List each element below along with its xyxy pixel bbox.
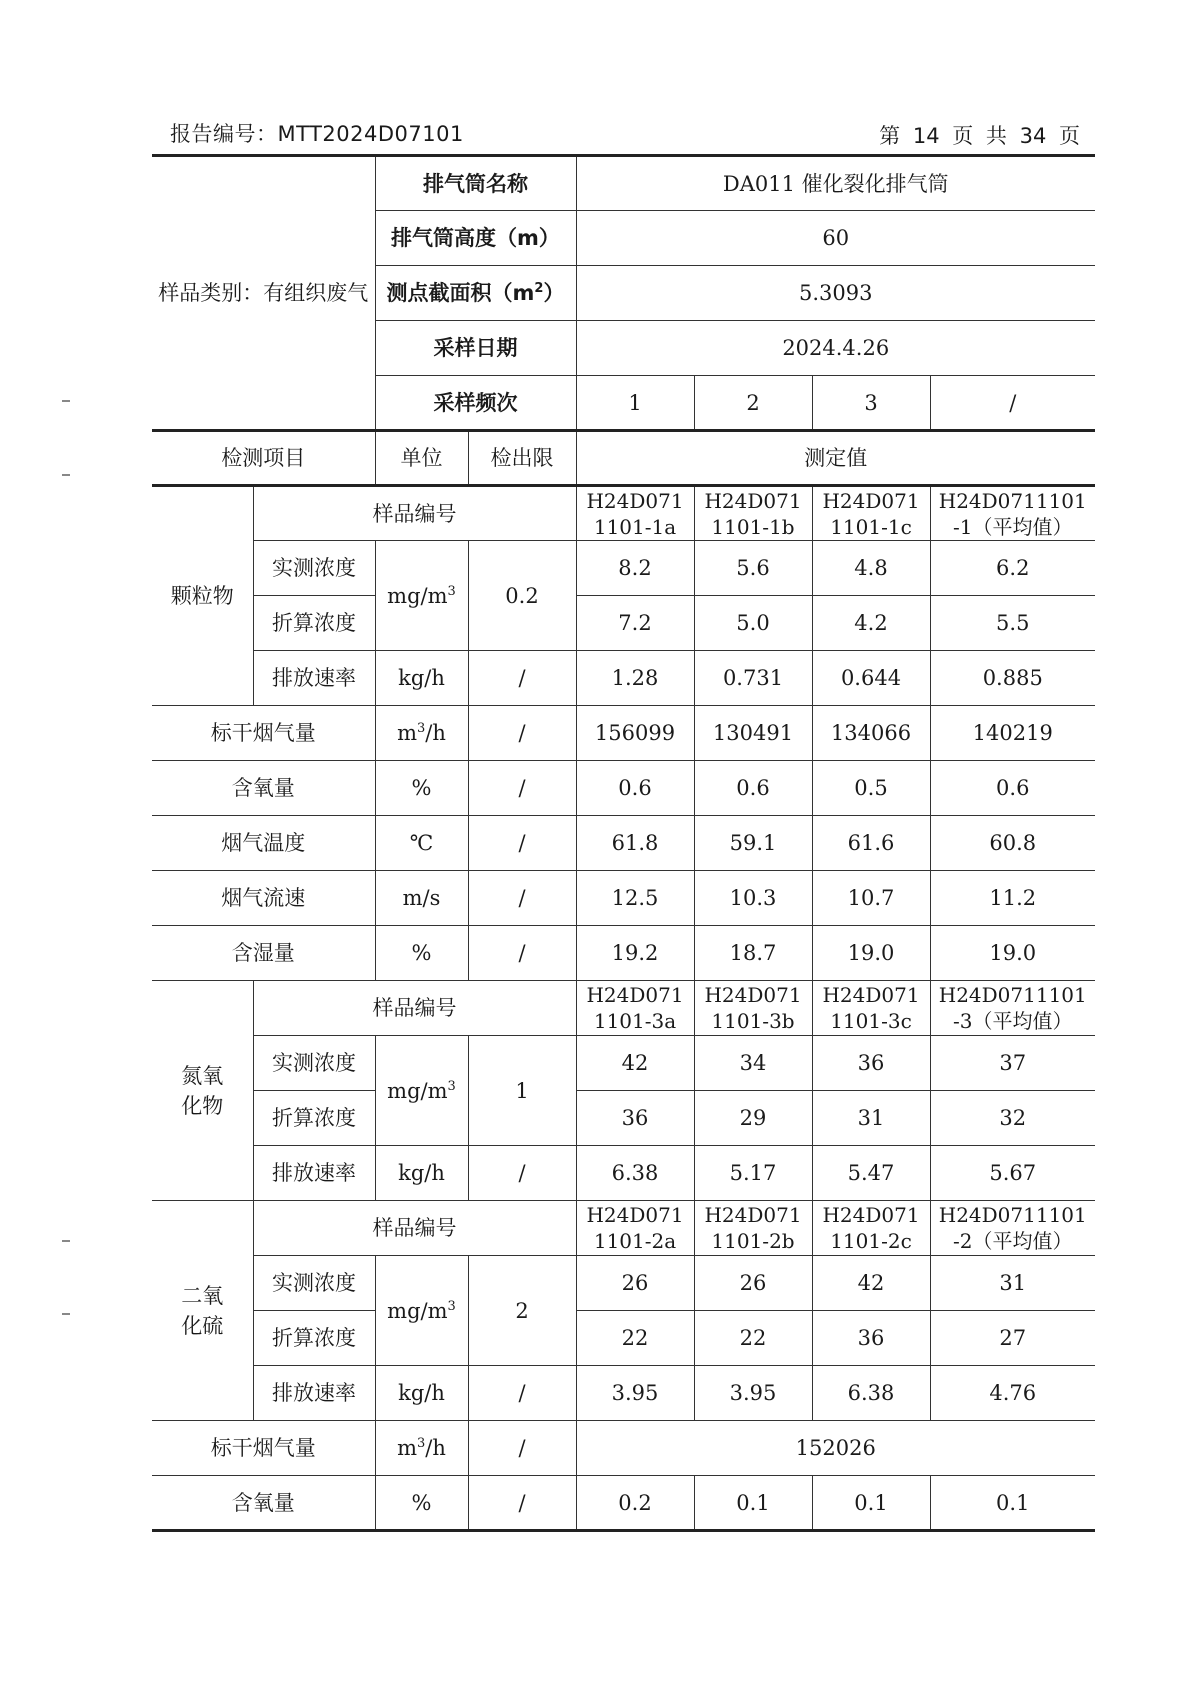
tail-oxygen-value: 0.1	[930, 1476, 1095, 1531]
general-value: 0.6	[930, 761, 1095, 816]
nox-converted-2: 29	[694, 1091, 812, 1146]
general-name: 含氧量	[152, 761, 375, 816]
general-value: 11.2	[930, 871, 1095, 926]
so2-limit: 2	[468, 1256, 576, 1366]
freq-3: 3	[812, 376, 930, 431]
tail-oxygen-limit: /	[468, 1476, 576, 1531]
general-unit: m/s	[375, 871, 468, 926]
so2-rate-avg: 4.76	[930, 1366, 1095, 1421]
general-value: 61.6	[812, 816, 930, 871]
stack-height: 60	[576, 211, 1095, 266]
general-value: 61.8	[576, 816, 694, 871]
particulate-rate-unit: kg/h	[375, 651, 468, 706]
tail-oxygen-unit: %	[375, 1476, 468, 1531]
so2-rate-1: 3.95	[576, 1366, 694, 1421]
rate-label: 排放速率	[253, 651, 375, 706]
nox-unit: $mg/m^3$	[375, 1036, 468, 1146]
freq-4: /	[930, 376, 1095, 431]
rate-label: 排放速率	[253, 1366, 375, 1421]
nox-rate-1: 6.38	[576, 1146, 694, 1201]
general-name: 烟气流速	[152, 871, 375, 926]
general-limit: /	[468, 871, 576, 926]
so2-converted-3: 36	[812, 1311, 930, 1366]
page-info: 第 14 页 共 34 页	[879, 124, 1080, 148]
so2-converted-avg: 27	[930, 1311, 1095, 1366]
table-row	[152, 706, 1095, 761]
general-unit: %	[375, 761, 468, 816]
sample-no-label: 样品编号	[253, 1201, 576, 1256]
particulate-measured-2: 5.6	[694, 541, 812, 596]
stack-name-label: 排气筒名称	[375, 156, 576, 211]
particulate-converted-2: 5.0	[694, 596, 812, 651]
so2-measured-3: 42	[812, 1256, 930, 1311]
sampling-date: 2024.4.26	[576, 321, 1095, 376]
so2-sample-avg: H24D0711101 -2（平均值）	[930, 1201, 1095, 1256]
area-value: 5.3093	[576, 266, 1095, 321]
particulate-measured-1: 8.2	[576, 541, 694, 596]
so2-measured-2: 26	[694, 1256, 812, 1311]
particulate-sample-1: H24D071 1101-1a	[576, 486, 694, 541]
converted-label: 折算浓度	[253, 1311, 375, 1366]
general-value: 140219	[930, 706, 1095, 761]
tail-flow-value: 152026	[576, 1421, 1095, 1476]
general-value: 0.6	[576, 761, 694, 816]
table-row	[152, 816, 1095, 871]
so2-sample-2: H24D071 1101-2b	[694, 1201, 812, 1256]
freq-1: 1	[576, 376, 694, 431]
measured-label: 实测浓度	[253, 541, 375, 596]
nox-sample-1: H24D071 1101-3a	[576, 981, 694, 1036]
so2-rate-limit: /	[468, 1366, 576, 1421]
general-value: 134066	[812, 706, 930, 761]
particulate-limit: 0.2	[468, 541, 576, 651]
col-item: 检测项目	[152, 431, 375, 486]
particulate-converted-1: 7.2	[576, 596, 694, 651]
so2-converted-1: 22	[576, 1311, 694, 1366]
col-unit: 单位	[375, 431, 468, 486]
nox-rate-unit: kg/h	[375, 1146, 468, 1201]
nox-sample-3: H24D071 1101-3c	[812, 981, 930, 1036]
tail-flow-name: 标干烟气量	[152, 1421, 375, 1476]
measured-label: 实测浓度	[253, 1256, 375, 1311]
freq-label: 采样频次	[375, 376, 576, 431]
nox-measured-3: 36	[812, 1036, 930, 1091]
table-row	[152, 761, 1095, 816]
report-number: 报告编号：MTT2024D07101	[170, 122, 464, 146]
general-limit: /	[468, 706, 576, 761]
general-limit: /	[468, 761, 576, 816]
table-row	[152, 1421, 1095, 1476]
page-header	[170, 118, 1080, 154]
table-row	[152, 926, 1095, 981]
date-label: 采样日期	[375, 321, 576, 376]
general-unit: ℃	[375, 816, 468, 871]
col-limit: 检出限	[468, 431, 576, 486]
table-row	[152, 1476, 1095, 1531]
particulate-converted-avg: 5.5	[930, 596, 1095, 651]
nox-converted-1: 36	[576, 1091, 694, 1146]
nox-rate-3: 5.47	[812, 1146, 930, 1201]
table-row	[152, 871, 1095, 926]
tail-flow-unit: $m^3/h$	[375, 1421, 468, 1476]
general-value: 19.0	[812, 926, 930, 981]
nox-limit: 1	[468, 1036, 576, 1146]
stack-name: DA011 催化裂化排气筒	[576, 156, 1095, 211]
so2-measured-avg: 31	[930, 1256, 1095, 1311]
so2-measured-1: 26	[576, 1256, 694, 1311]
nox-measured-2: 34	[694, 1036, 812, 1091]
particulate-unit: $mg/m^3$	[375, 541, 468, 651]
emission-report-table	[152, 154, 1095, 1532]
particulate-sample-avg: H24D0711101 -1（平均值）	[930, 486, 1095, 541]
general-value: 60.8	[930, 816, 1095, 871]
particulate-rate-3: 0.644	[812, 651, 930, 706]
converted-label: 折算浓度	[253, 1091, 375, 1146]
general-value: 18.7	[694, 926, 812, 981]
general-value: 59.1	[694, 816, 812, 871]
tail-oxygen-value: 0.1	[812, 1476, 930, 1531]
particulate-name: 颗粒物	[152, 486, 253, 706]
general-value: 156099	[576, 706, 694, 761]
nox-name: 氮氧化物	[152, 981, 253, 1201]
nox-rate-avg: 5.67	[930, 1146, 1095, 1201]
particulate-rate-2: 0.731	[694, 651, 812, 706]
nox-converted-avg: 32	[930, 1091, 1095, 1146]
rate-label: 排放速率	[253, 1146, 375, 1201]
general-limit: /	[468, 926, 576, 981]
so2-sample-1: H24D071 1101-2a	[576, 1201, 694, 1256]
general-value: 10.7	[812, 871, 930, 926]
measured-label: 实测浓度	[253, 1036, 375, 1091]
general-value: 19.2	[576, 926, 694, 981]
sample-no-label: 样品编号	[253, 981, 576, 1036]
so2-rate-3: 6.38	[812, 1366, 930, 1421]
general-value: 19.0	[930, 926, 1095, 981]
general-name: 标干烟气量	[152, 706, 375, 761]
so2-unit: $mg/m^3$	[375, 1256, 468, 1366]
general-unit: %	[375, 926, 468, 981]
particulate-rate-1: 1.28	[576, 651, 694, 706]
so2-converted-2: 22	[694, 1311, 812, 1366]
general-limit: /	[468, 816, 576, 871]
particulate-measured-avg: 6.2	[930, 541, 1095, 596]
nox-sample-2: H24D071 1101-3b	[694, 981, 812, 1036]
general-value: 130491	[694, 706, 812, 761]
stack-height-label: 排气筒高度（m）	[375, 211, 576, 266]
particulate-sample-2: H24D071 1101-1b	[694, 486, 812, 541]
so2-rate-unit: kg/h	[375, 1366, 468, 1421]
tail-flow-limit: /	[468, 1421, 576, 1476]
general-name: 含湿量	[152, 926, 375, 981]
general-unit: $m^3/h$	[375, 706, 468, 761]
col-value: 测定值	[576, 431, 1095, 486]
converted-label: 折算浓度	[253, 596, 375, 651]
sample-type: 样品类别：有组织废气	[152, 156, 375, 431]
area-label: 测点截面积$(m^2)$	[375, 266, 576, 321]
general-value: 0.5	[812, 761, 930, 816]
nox-rate-limit: /	[468, 1146, 576, 1201]
general-value: 10.3	[694, 871, 812, 926]
so2-sample-3: H24D071 1101-2c	[812, 1201, 930, 1256]
particulate-converted-3: 4.2	[812, 596, 930, 651]
tail-oxygen-value: 0.1	[694, 1476, 812, 1531]
particulate-sample-3: H24D071 1101-1c	[812, 486, 930, 541]
general-name: 烟气温度	[152, 816, 375, 871]
nox-rate-2: 5.17	[694, 1146, 812, 1201]
nox-measured-avg: 37	[930, 1036, 1095, 1091]
tail-oxygen-value: 0.2	[576, 1476, 694, 1531]
general-value: 12.5	[576, 871, 694, 926]
sample-no-label: 样品编号	[253, 486, 576, 541]
particulate-rate-limit: /	[468, 651, 576, 706]
nox-sample-avg: H24D0711101 -3（平均值）	[930, 981, 1095, 1036]
particulate-measured-3: 4.8	[812, 541, 930, 596]
particulate-rate-avg: 0.885	[930, 651, 1095, 706]
freq-2: 2	[694, 376, 812, 431]
nox-converted-3: 31	[812, 1091, 930, 1146]
so2-rate-2: 3.95	[694, 1366, 812, 1421]
general-value: 0.6	[694, 761, 812, 816]
tail-oxygen-name: 含氧量	[152, 1476, 375, 1531]
nox-measured-1: 42	[576, 1036, 694, 1091]
so2-name: 二氧化硫	[152, 1201, 253, 1421]
